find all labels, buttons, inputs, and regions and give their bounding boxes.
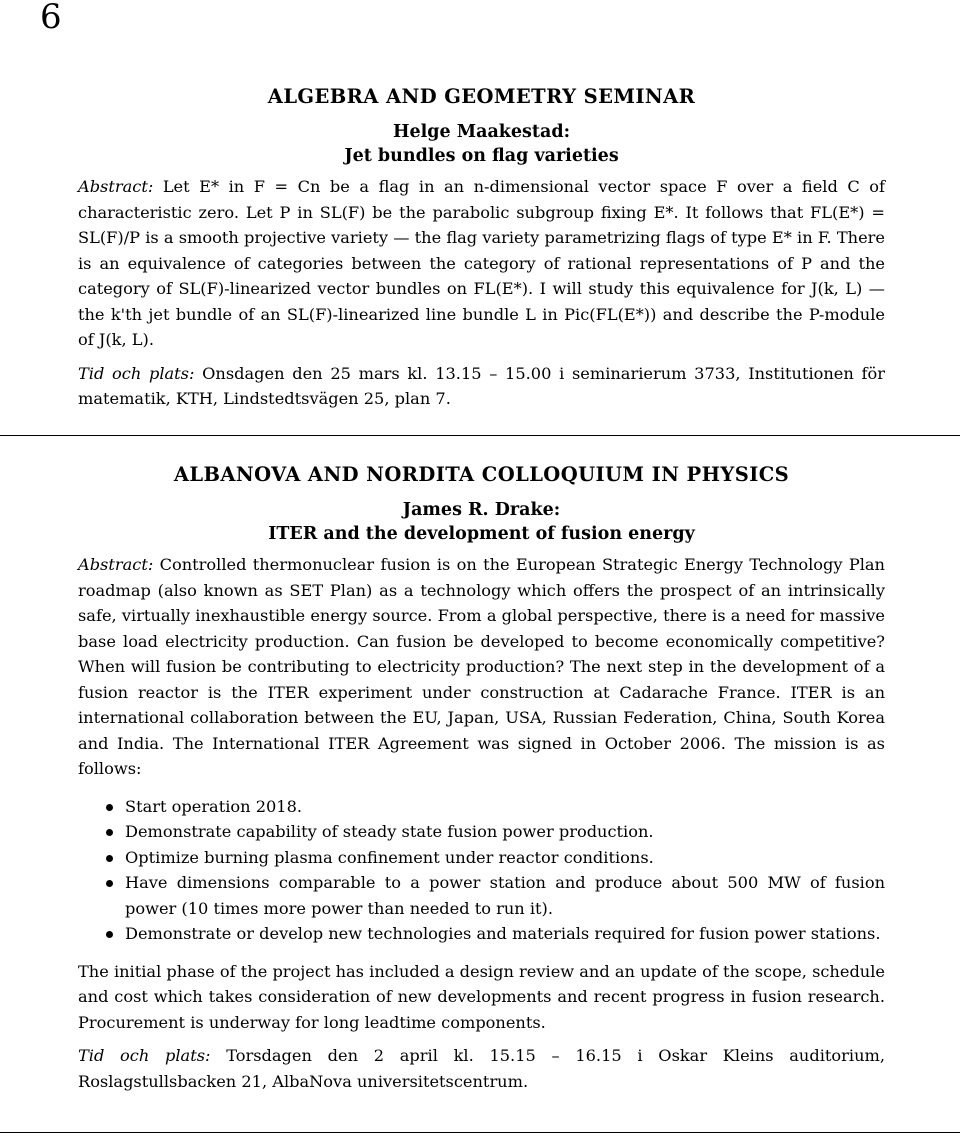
time-place bbox=[78, 361, 885, 412]
speaker-name: Helge Maakestad: bbox=[392, 122, 571, 142]
list-item bbox=[78, 870, 885, 921]
time-place bbox=[78, 1043, 885, 1094]
page-number: 6 bbox=[40, 0, 62, 37]
closing-paragraph: The initial phase of the project has included a design review and an update of the scope, schedule and cost which takes consideration of new developments and recent progress in fusion research. Procurement is underway for long leadtime components. bbox=[78, 961, 885, 1032]
abstract-text: Let E* in F = Cn be a flag in an n-dimensional vector space F over a field C of characteristic zero. Let P in SL(F) be the parabolic subgroup fixing E*. It follows that FL(E*) = SL(F)/P is a smooth projective variety — the flag variety parametrizing flags of type E* in F. There is an equivalence of categories between the category of rational representations of P and the category of SL(F)-linearized vector bundles on FL(E*). I will study this equivalence for J(k, L) — the k'th jet bundle of an SL(F)-linearized line bundle L in Pic(FL(E*)) and describe the P-module of J(k, L). bbox=[78, 177, 885, 349]
list-item bbox=[78, 794, 885, 820]
seminar-heading: ALGEBRA AND GEOMETRY SEMINAR bbox=[267, 85, 696, 108]
mission-list bbox=[78, 794, 885, 947]
list-item bbox=[78, 845, 885, 871]
time-place-text: Torsdagen den 2 april kl. 15.15 – 16.15 i Oskar Kleins auditorium, Roslagstullsbacken 21, AlbaNova universitetscentrum. bbox=[78, 1046, 885, 1091]
abstract bbox=[78, 174, 885, 353]
list-item-text: Start operation 2018. bbox=[125, 796, 303, 816]
colloquium-physics bbox=[78, 462, 885, 1094]
list-item-text: Have dimensions comparable to a power station and produce about 500 MW of fusion power (10 times more power than needed to run it). bbox=[125, 873, 885, 918]
bullet-icon bbox=[106, 931, 113, 938]
abstract-text: Controlled thermonuclear fusion is on the European Strategic Energy Technology Plan roadmap (also known as SET Plan) as a technology which offers the prospect of an intrinsically safe, virtually inexhaustible energy source. From a global perspective, there is a need for massive base load electricity production. Can fusion be developed to become economically competitive? When will fusion be contributing to electricity production? The next step in the development of a fusion reactor is the ITER experiment under construction at Cadarache France. ITER is an international collaboration between the EU, Japan, USA, Russian Federation, China, South Korea and India. The International ITER Agreement was signed in October 2006. The mission is as follows: bbox=[78, 555, 885, 778]
seminar-heading: ALBANOVA AND NORDITA COLLOQUIUM IN PHYSICS bbox=[173, 463, 790, 486]
section-divider bbox=[0, 435, 960, 436]
list-item-text: Demonstrate capability of steady state fusion power production. bbox=[125, 822, 654, 841]
speaker-name: James R. Drake: bbox=[402, 500, 561, 520]
bullet-icon bbox=[106, 804, 113, 811]
bottom-divider bbox=[0, 1132, 960, 1133]
talk-title: Jet bundles on flag varieties bbox=[344, 146, 619, 166]
abstract-label: Abstract: bbox=[78, 177, 154, 196]
time-place-label: Tid och plats: bbox=[78, 363, 195, 383]
list-item bbox=[78, 819, 885, 845]
time-place-text: Onsdagen den 25 mars kl. 13.15 – 15.00 i seminarierum 3733, Institutionen för matematik, KTH, Lindstedtsvägen 25, plan 7. bbox=[78, 363, 885, 408]
abstract bbox=[78, 552, 885, 782]
bullet-icon bbox=[106, 880, 113, 887]
abstract-label: Abstract: bbox=[78, 555, 154, 574]
list-item bbox=[78, 921, 885, 947]
seminar-algebra-geometry bbox=[78, 84, 885, 412]
time-place-label: Tid och plats: bbox=[78, 1046, 211, 1065]
talk-title: ITER and the development of fusion energy bbox=[268, 524, 695, 544]
list-item-text: Demonstrate or develop new technologies and materials required for fusion power stations. bbox=[125, 924, 881, 943]
bullet-icon bbox=[106, 829, 113, 836]
list-item-text: Optimize burning plasma confinement under reactor conditions. bbox=[125, 847, 654, 867]
bullet-icon bbox=[106, 855, 113, 862]
